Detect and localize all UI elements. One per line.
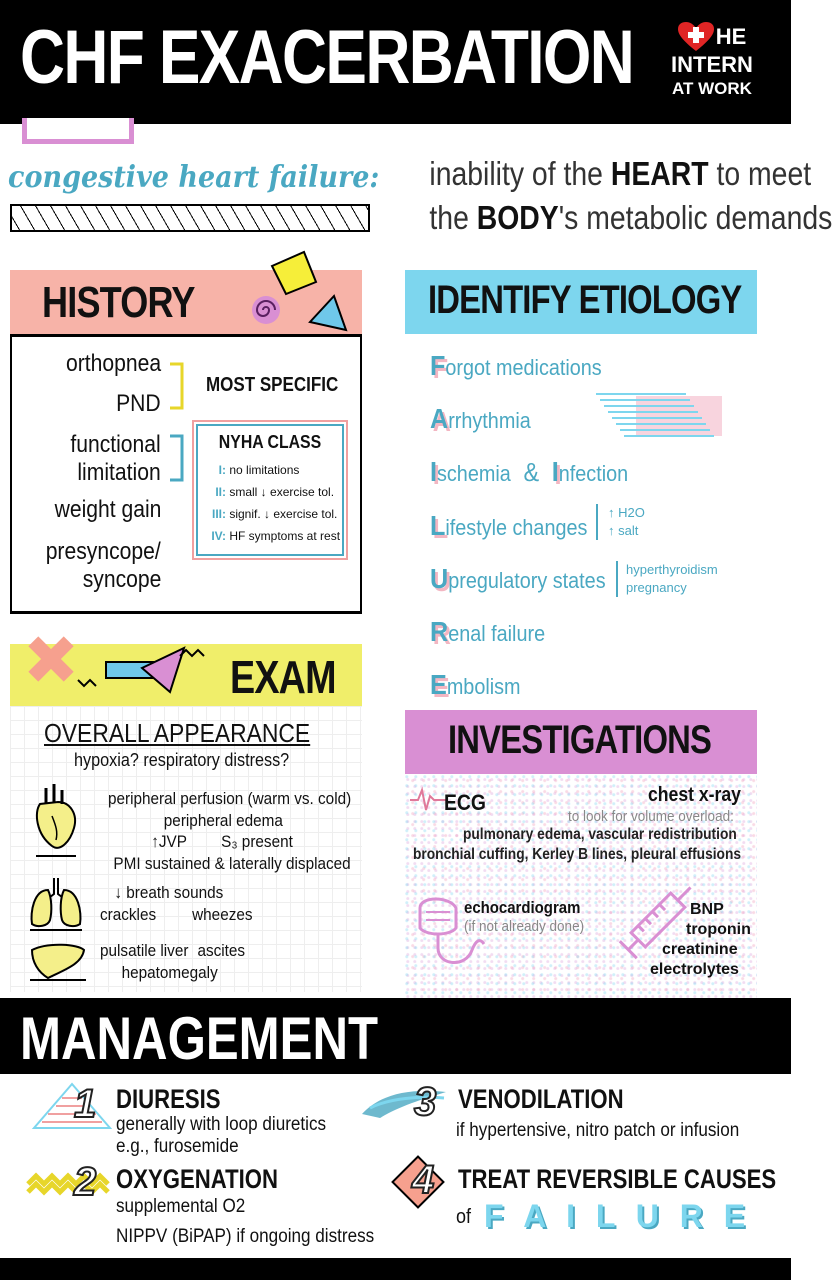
mgmt-sub-diuresis-1: generally with loop diuretics xyxy=(116,1114,327,1135)
etiology-row-l: Lifestyle changes xyxy=(430,510,588,541)
mgmt-num-1: 1 xyxy=(74,1082,97,1126)
etiology-upregulatory-detail: hyperthyroidism pregnancy xyxy=(616,561,718,597)
history-item-pnd: PND xyxy=(116,390,161,417)
etiology-lifestyle-detail: ↑ H2O ↑ salt xyxy=(596,504,645,540)
definition-pattern xyxy=(10,204,370,232)
mgmt-sub-oxygenation-1: supplemental O2 xyxy=(116,1196,246,1217)
chest-xray-line2: bronchial cuffing, Kerley B lines, pleural effusions xyxy=(413,846,742,863)
mgmt-num-4: 4 xyxy=(412,1158,435,1202)
nyha-rows xyxy=(204,459,341,547)
etiology-row-a: Arrhythmia xyxy=(430,403,531,434)
bracket-yellow-icon xyxy=(168,362,188,410)
mgmt-num-2: 2 xyxy=(74,1160,97,1204)
lab-troponin: troponin xyxy=(686,921,751,938)
exam-title: EXAM xyxy=(230,651,336,703)
mgmt-sub-venodilation: if hypertensive, nitro patch or infusion xyxy=(456,1120,740,1141)
labs-list xyxy=(646,900,756,980)
logo-line3: AT WORK xyxy=(672,79,752,98)
mgmt-head-treat-causes: TREAT REVERSIBLE CAUSES xyxy=(458,1164,777,1194)
chest-xray-label: chest x-ray xyxy=(648,784,741,806)
lab-electrolytes: electrolytes xyxy=(650,961,739,978)
decor-frame xyxy=(22,118,134,144)
decor-stripe-triangle-icon xyxy=(32,1082,112,1132)
mgmt-head-venodilation: VENODILATION xyxy=(458,1084,624,1114)
history-item-weight-gain: weight gain xyxy=(54,496,161,523)
lab-creatinine: creatinine xyxy=(662,941,738,958)
history-item-presyncope: presyncope/ xyxy=(45,538,161,565)
management-title: MANAGEMENT xyxy=(20,1005,379,1072)
etiology-row-r: Renal failure xyxy=(430,616,546,647)
decor-cross-triangle-icon xyxy=(30,630,220,700)
decor-brush-icon xyxy=(360,1084,450,1124)
definition-term: congestive heart failure: xyxy=(8,160,380,195)
ecg-wave-icon xyxy=(410,786,446,812)
nyha-title: NYHA CLASS xyxy=(218,432,322,452)
nyha-row: III: signif. ↓ exercise tol. xyxy=(212,507,338,521)
heart-exam-text: peripheral perfusion (warm vs. cold) peripheral edema ↑JVP S₃ present PMI sustained & laterally displaced xyxy=(108,789,352,873)
etiology-title: IDENTIFY ETIOLOGY xyxy=(428,278,742,322)
history-item-orthopnea: orthopnea xyxy=(65,350,161,377)
decor-zigzag-icon xyxy=(26,1170,116,1198)
logo xyxy=(662,22,762,100)
nyha-row: I: no limitations xyxy=(218,463,300,477)
ecg-label: ECG xyxy=(444,790,486,815)
heart-plus-icon xyxy=(678,22,714,52)
mgmt-sub-diuresis-2: e.g., furosemide xyxy=(116,1136,239,1157)
definition-text: inability of the HEART to meet the BODY's metabolic demands xyxy=(429,155,832,236)
page-title: CHF EXACERBATION xyxy=(20,15,634,100)
etiology-row-u: Upregulatory states xyxy=(430,563,606,594)
liver-exam-text: pulsatile liver ascites hepatomegaly xyxy=(100,941,246,982)
etiology-row-e: Embolism xyxy=(430,669,521,700)
history-item-limitation: limitation xyxy=(77,459,161,486)
heart-organ-icon xyxy=(30,782,80,858)
lab-bnp: BNP xyxy=(690,901,724,918)
history-item-functional: functional xyxy=(70,431,161,458)
overall-appearance-heading: OVERALL APPEARANCE xyxy=(44,718,311,748)
decor-shapes-icon xyxy=(250,250,360,336)
mgmt-head-oxygenation: OXYGENATION xyxy=(116,1164,278,1194)
lungs-icon xyxy=(26,872,86,932)
investigations-title: INVESTIGATIONS xyxy=(448,718,712,762)
lung-exam-text: ↓ breath sounds crackles wheezes xyxy=(100,883,253,924)
mgmt-num-3: 3 xyxy=(414,1080,437,1124)
logo-line1: HE xyxy=(715,24,747,49)
echo-sub: (if not already done) xyxy=(464,918,585,935)
nyha-row: II: small ↓ exercise tol. xyxy=(215,485,335,499)
history-title: HISTORY xyxy=(42,278,195,327)
bracket-blue-icon xyxy=(168,434,188,482)
overall-appearance-sub: hypoxia? respiratory distress? xyxy=(74,750,290,770)
history-item-syncope: syncope xyxy=(82,566,161,593)
footer-band xyxy=(0,1258,791,1280)
mgmt-sub-of: of xyxy=(456,1206,472,1228)
chest-xray-sub: to look for volume overload: xyxy=(568,808,734,825)
mgmt-sub-oxygenation-2: NIPPV (BiPAP) if ongoing distress xyxy=(116,1226,375,1247)
liver-icon xyxy=(28,940,88,982)
most-specific-label: MOST SPECIFIC xyxy=(206,374,339,396)
nyha-row: IV: HF symptoms at rest xyxy=(211,529,341,543)
etiology-row-f: Forgot medications xyxy=(430,350,602,381)
decor-stripes-icon xyxy=(596,390,726,442)
chest-xray-line1: pulmonary edema, vascular redistribution xyxy=(463,826,737,843)
nyha-class-box xyxy=(196,424,344,556)
mgmt-head-diuresis: DIURESIS xyxy=(116,1084,221,1114)
failure-word: F A I L U R E xyxy=(484,1198,752,1234)
echo-label: echocardiogram xyxy=(464,898,581,917)
etiology-row-i: Ischemia & Infection xyxy=(430,456,629,487)
logo-line2: INTERN xyxy=(671,52,753,77)
